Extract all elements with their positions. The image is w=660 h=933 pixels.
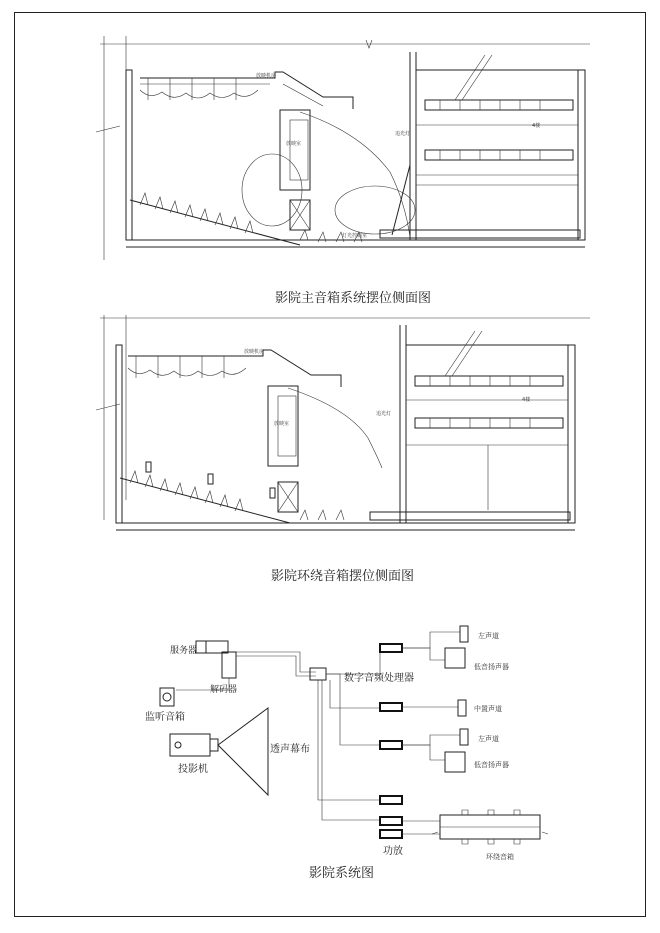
label-monitor-speaker: 监听音箱 [145,712,185,723]
caption-surround-speaker: 影院环绕音箱摆位侧面图 [271,569,415,584]
tag-follow-spot: 追光灯 [395,131,411,137]
tag-control-room: 放映机房 [256,73,277,79]
upper-floor-railings-2 [406,331,568,510]
server-unit [196,641,206,653]
tag-follow-spot-2: 追光灯 [376,411,392,417]
tag-projection-room: 放映室 [286,141,302,147]
label-amplifier: 功放 [383,846,403,857]
label-surround-array: 环绕音箱 [486,853,514,861]
caption-main-speaker: 影院主音箱系统摆位侧面图 [275,291,432,306]
front-speakers [445,626,468,772]
label-low-speaker: 低音扬声器 [474,663,509,671]
label-projector: 投影机 [178,764,208,775]
label-decoder: 解码器 [210,685,238,695]
label-processor: 数字音频处理器 [344,673,414,684]
label-right-channel: 左声道 [478,735,499,743]
patch-point [310,668,326,680]
surround-speaker-section [96,315,590,530]
main-speaker-section [96,36,590,260]
label-left-channel: 左声道 [478,632,499,640]
label-low-speaker-2: 低音扬声器 [474,761,509,769]
caption-system: 影院系统图 [309,866,375,881]
tag-control-room-2: 放映机房 [244,349,265,355]
label-server: 服务器 [170,646,198,656]
monitor-speaker [160,688,174,706]
label-screen: 透声幕布 [270,744,310,755]
tag-level: 4楼 [532,123,541,129]
projector-unit [170,734,210,756]
surround-array [432,810,548,844]
tag-level-2: 4楼 [522,397,531,403]
tag-light-room: 灯光控制室 [342,233,368,239]
tag-projection-room-2: 放映室 [274,421,290,427]
upper-floor-railings [416,55,578,185]
screen-cone [218,708,268,795]
label-center-channel: 中置声道 [474,705,502,713]
decoder-unit [222,652,236,678]
